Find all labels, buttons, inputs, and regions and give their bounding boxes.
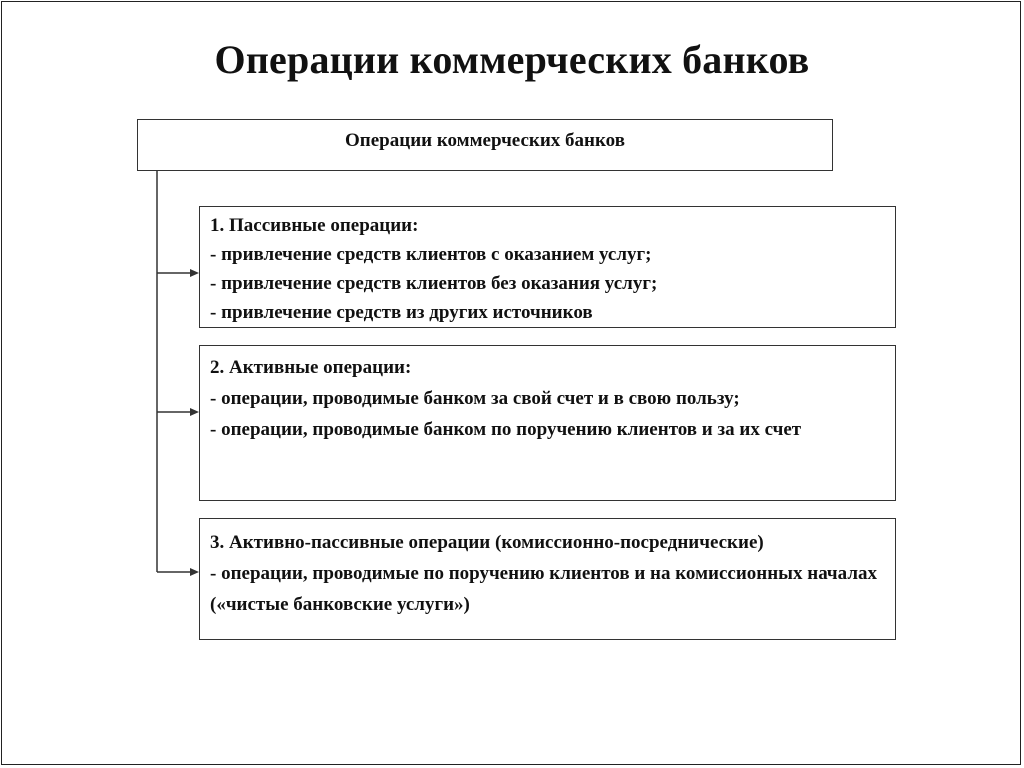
active-passive-operations-item: - операции, проводимые по поручению клиентов и на комиссионных началах («чистые банковские услуги») [210,563,877,615]
passive-operations-item: - привлечение средств клиентов без оказания услуг; [210,273,658,294]
passive-operations-heading: 1. Пассивные операции: [210,215,419,236]
passive-operations-item: - привлечение средств клиентов с оказанием услуг; [210,244,652,265]
passive-operations-box [199,206,896,328]
active-passive-operations-box [199,518,896,640]
root-node-box [137,119,833,171]
active-operations-box [199,345,896,501]
root-node-label: Операции коммерческих банков [345,130,625,151]
page-title: Операции коммерческих банков [214,37,810,82]
active-operations-heading: 2. Активные операции: [210,357,412,378]
passive-operations-item: - привлечение средств из других источников [210,302,593,323]
active-passive-operations-heading: 3. Активно-пассивные операции (комиссионно-посреднические) [210,532,764,553]
active-operations-item: - операции, проводимые банком по поручению клиентов и за их счет [210,419,802,440]
active-operations-item: - операции, проводимые банком за свой счет и в свою пользу; [210,388,740,409]
